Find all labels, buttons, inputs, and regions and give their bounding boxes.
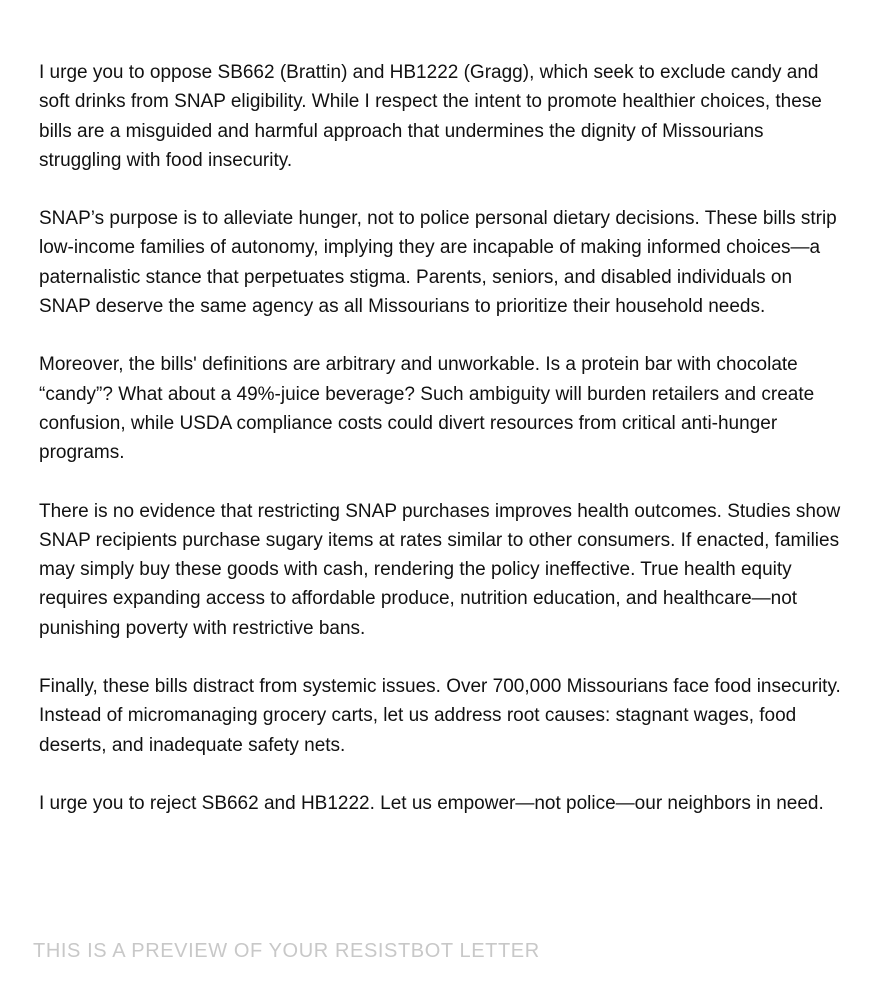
letter-paragraph-4: There is no evidence that restricting SNAP purchases improves health outcomes. Studies show SNAP recipients purchase sugary items at rates similar to other consumers. If enacted, families may simply buy these goods with cash, rendering the policy ineffective. True health equity requires expanding access to affordable produce, nutrition education, and healthcare—not punishing poverty with restrictive bans. — [39, 500, 841, 639]
letter-paragraph-5: Finally, these bills distract from systemic issues. Over 700,000 Missourians face food insecurity. Instead of micromanaging grocery carts, let us address root causes: stagnant wages, food deserts, and inadequate safety nets. — [39, 676, 841, 756]
letter-body — [39, 58, 844, 847]
letter-paragraph-1: I urge you to oppose SB662 (Brattin) and HB1222 (Gragg), which seek to exclude candy and soft drinks from SNAP eligibility. While I respect the intent to promote healthier choices, these bills are a misguided and harmful approach that undermines the dignity of Missourians struggling with food insecurity. — [39, 62, 822, 171]
letter-paragraph-3: Moreover, the bills' definitions are arbitrary and unworkable. Is a protein bar with chocolate “candy”? What about a 49%-juice beverage? Such ambiguity will burden retailers and create confusion, while USDA compliance costs could divert resources from critical anti-hunger programs. — [39, 354, 815, 464]
letter-paragraph-2: SNAP’s purpose is to alleviate hunger, not to police personal dietary decisions. These bills strip low-income families of autonomy, implying they are incapable of making informed choices—a paternalistic stance that perpetuates stigma. Parents, seniors, and disabled individuals on SNAP deserve the same agency as all Missourians to prioritize their household needs. — [39, 208, 837, 318]
preview-watermark: THIS IS A PREVIEW OF YOUR RESISTBOT LETTER — [33, 940, 540, 962]
letter-paragraph-6: I urge you to reject SB662 and HB1222. Let us empower—not police—our neighbors in need. — [39, 792, 824, 814]
